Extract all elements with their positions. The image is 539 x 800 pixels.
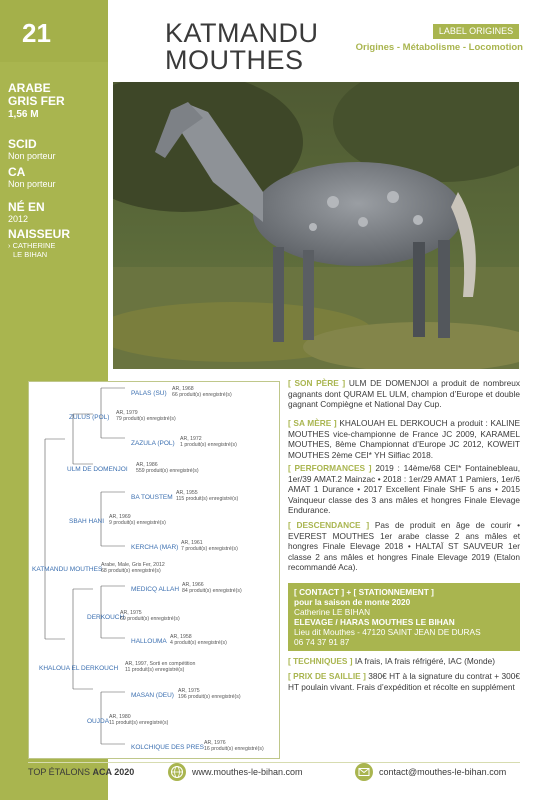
contact-farm: ELEVAGE / HARAS MOUTHES LE BIHAN	[294, 617, 455, 627]
breeder-title: NAISSEUR	[8, 227, 71, 241]
pedigree-name-dss: MEDICQ ALLAH	[131, 586, 180, 593]
section-perf-text: 2019 : 14ème/68 CEI* Fontainebleau, 1er/39 AMAT.2 Mainzac • 2018 : 1er/29 AMAT 1 Pamiers, 1er/6 AMAT 1 Durance • 2017 Excellent Finale SHF 5 ans • 2015 Vainqueur classe des 3 ans mâles et hongres Finale Elevage Endurance.	[288, 463, 520, 516]
ca-title: CA	[8, 165, 26, 179]
horse-name-line2: MOUTHES	[165, 45, 304, 75]
footer-divider	[28, 762, 520, 763]
section-mere-tag: [ SA MÈRE ]	[288, 418, 337, 428]
pedigree-info-dds: AR, 1975 196 produit(s) enregistré(s)	[178, 688, 241, 700]
pedigree-info-dam: AR, 1997, Sorti en compétition 11 produit(s) enregistré(s)	[125, 661, 196, 673]
footer-edition	[28, 767, 134, 777]
footer-edition-prefix: TOP ÉTALONS	[28, 767, 91, 777]
horse-name-line1: KATMANDU	[165, 18, 319, 48]
scid-title: SCID	[8, 137, 37, 151]
page-number: 21	[22, 18, 51, 48]
contact-phone[interactable]: 06 74 37 91 87	[294, 637, 350, 647]
pedigree-info-sds: AR, 1955 115 produit(s) enregistré(s)	[176, 490, 239, 502]
pedigree-name-ss: ZULUS (POL)	[69, 414, 110, 421]
born-block	[8, 201, 104, 225]
section-prix	[288, 671, 520, 692]
section-tech-tag: [ TECHNIQUES ]	[288, 656, 353, 666]
section-perf-tag: [ PERFORMANCES ]	[288, 463, 372, 473]
breed-block	[8, 82, 104, 121]
horse-photo-illustration	[113, 82, 519, 369]
section-pere	[288, 378, 520, 410]
pedigree-name-dam: KHALOUA EL DERKOUCH	[39, 665, 119, 672]
page-number-box	[0, 0, 108, 62]
contact-person: Catherine LE BIHAN	[294, 607, 371, 617]
section-mere-text: KHALOUAH EL DERKOUCH a produit : KALINE MOUTHES vice-championne de France JC 2009, KARAMEL MOUTHES, 8ème Championnat d’Europe JC 2012, KOWEIT MOUTHES 2ème CEI* YH Silfiac 2018.	[288, 418, 520, 460]
section-descendance	[288, 520, 520, 573]
contact-box	[288, 583, 520, 651]
pedigree-info-ss: AR, 1979 79 produit(s) enregistré(s)	[116, 410, 176, 422]
section-pere-tag: [ SON PÈRE ]	[288, 378, 346, 388]
breeder-block	[8, 228, 104, 259]
section-mere	[288, 418, 520, 460]
born-value: 2012	[8, 214, 29, 224]
pedigree-info-dsd: AR, 1958 4 produit(s) enregistré(s)	[170, 634, 227, 646]
born-title: NÉ EN	[8, 200, 45, 214]
section-desc-tag: [ DESCENDANCE ]	[288, 520, 370, 530]
pedigree-info-ds: AR, 1975 69 produit(s) enregistré(s)	[120, 610, 180, 622]
ca-block	[8, 166, 104, 190]
pedigree-info-subject: Arabe, Male, Gris Fer, 2012 68 produit(s) enregistré(s)	[101, 562, 165, 574]
footer-email[interactable]: contact@mouthes-le-bihan.com	[379, 767, 507, 777]
globe-icon	[168, 763, 186, 781]
pedigree-name-sdd: KERCHA (MAR)	[131, 544, 179, 551]
breed-line1: ARABE	[8, 81, 51, 95]
pedigree-name-subject: KATMANDU MOUTHES	[32, 566, 103, 573]
label-badge: LABEL ORIGINES	[433, 24, 519, 39]
height: 1,56 M	[8, 109, 39, 120]
scid-block	[8, 138, 104, 162]
pedigree-info-sd: AR, 1969 9 produit(s) enregistré(s)	[109, 514, 166, 526]
ca-value: Non porteur	[8, 179, 56, 189]
pedigree-name-dsd: HALLOUMA	[131, 638, 167, 645]
breed-line2: GRIS FER	[8, 94, 65, 108]
pedigree-name-sss: PALAS (SU)	[131, 390, 167, 397]
breeder-line2: LE BIHAN	[13, 250, 48, 259]
pedigree-info-sdd: AR, 1961 7 produit(s) enregistré(s)	[181, 540, 238, 552]
section-pere-text: ULM DE DOMENJOI a produit de nombreux gagnants dont QURAM EL ULM, champion d’Europe et double gagnant Compiègne et National Day Cup.	[288, 378, 520, 410]
pedigree-name-dds: MASAN (DEU)	[131, 692, 174, 699]
section-techniques	[288, 656, 520, 667]
pedigree-name-sds: BA TOUSTEM	[131, 494, 173, 501]
pedigree-info-ddd: AR, 1976 16 produit(s) enregistré(s)	[204, 740, 264, 752]
pedigree-name-ds: DERKOUCH	[87, 614, 125, 621]
contact-title: [ CONTACT ] + [ STATIONNEMENT ]	[294, 587, 434, 597]
pedigree-name-ddd: KOLCHIQUE DES PRES	[131, 744, 204, 751]
pedigree-chart	[28, 381, 280, 759]
horse-name	[165, 20, 319, 74]
pedigree-info-sss: AR, 1968 66 produit(s) enregistré(s)	[172, 386, 232, 398]
pedigree-name-sd: SBAH HANI	[69, 518, 105, 525]
pedigree-name-sire: ULM DE DOMENJOI	[67, 466, 128, 473]
mail-icon	[355, 763, 373, 781]
breeder-line1: › CATHERINE	[8, 241, 56, 250]
pedigree-name-dd: OUJDA	[87, 718, 110, 725]
pedigree-info-dd: AR, 1980 11 produit(s) enregistré(s)	[109, 714, 169, 726]
pedigree-info-ssd: AR, 1972 1 produit(s) enregistré(s)	[180, 436, 237, 448]
pedigree-name-ssd: ZAZULA (POL)	[131, 440, 175, 447]
section-performances	[288, 463, 520, 516]
contact-season: pour la saison de monte 2020	[294, 597, 411, 607]
section-prix-tag: [ PRIX DE SAILLIE ]	[288, 671, 366, 681]
section-prix-text: 380€ HT à la signature du contrat + 300€ HT poulain vivant. Frais d’expédition et récolte en supplément	[288, 671, 520, 692]
pedigree-info-dss: AR, 1966 84 produit(s) enregistré(s)	[182, 582, 242, 594]
label-subtitle: Origines - Métabolisme - Locomotion	[355, 42, 523, 53]
scid-value: Non porteur	[8, 151, 56, 161]
horse-photo	[113, 82, 519, 369]
footer-website[interactable]: www.mouthes-le-bihan.com	[192, 767, 303, 777]
contact-address: Lieu dit Mouthes - 47120 SAINT JEAN DE DURAS	[294, 627, 481, 637]
section-tech-text: IA frais, IA frais réfrigéré, IAC (Monde)	[354, 656, 496, 666]
pedigree-info-sire: AR, 1986 559 produit(s) enregistré(s)	[136, 462, 199, 474]
footer-edition-bold: ACA 2020	[92, 767, 135, 777]
section-desc-text: Pas de produit en âge de courir • EVEREST MOUTHES 1er arabe classe 2 ans mâles et hongres Finale Elevage 2018 • HALTAÏ ST SAUVEUR 1er classe 2 ans mâles et hongres Finale Elevage 2019 (Etalon recommandé Aca).	[288, 520, 521, 573]
